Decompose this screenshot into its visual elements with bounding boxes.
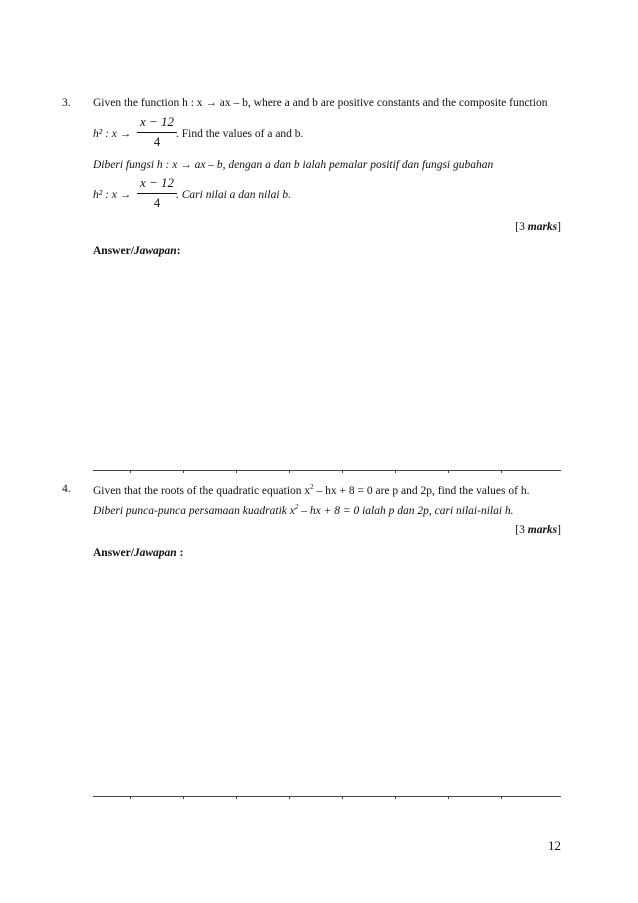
q3-number: 3.: [62, 97, 71, 109]
q4-number: 4.: [62, 483, 71, 495]
q3-marks-close: ]: [557, 221, 561, 233]
q4-answer-divider: [93, 796, 561, 797]
q3-malay-composite-prefix: h² : x →: [93, 189, 132, 201]
q3-fraction-denominator: 4: [153, 134, 161, 149]
q3-malay-fraction-denominator: 4: [153, 195, 161, 210]
page-number: 12: [548, 838, 561, 853]
q3-malay-fraction-numerator: x − 12: [139, 175, 175, 190]
q3-fraction: [137, 114, 177, 150]
q3-marks-word: marks: [527, 221, 558, 233]
q3-composite-prefix: h² : x →: [93, 128, 132, 140]
q3-marks-open: [3: [515, 221, 528, 233]
q4-marks-close: ]: [557, 524, 561, 536]
q4-marks-open: [3: [515, 524, 528, 536]
q3-malay-composite-suffix: . Cari nilai a dan nilai b.: [176, 189, 292, 201]
q3-fraction-numerator: x − 12: [139, 114, 175, 129]
q4-marks-word: marks: [527, 524, 558, 536]
q3-answer-divider: [93, 470, 561, 471]
q3-fraction-bar: [137, 132, 177, 133]
q3-answer-label: Answer/Jawapan:: [93, 245, 181, 257]
q4-malay-statement: Diberi punca-punca persamaan kuadratik $x^2$ – hx + 8 = 0 ialah p dan 2p, cari nilai-nilai h.: [93, 503, 514, 517]
q3-marks: [515, 221, 561, 233]
q4-marks: [515, 524, 561, 536]
q4-answer-label: Answer/Jawapan :: [93, 547, 184, 559]
q3-malay-line1: Diberi fungsi h : x → ax – b, dengan a dan b ialah pemalar positif dan fungsi gubahan: [93, 159, 494, 171]
q3-malay-fraction-bar: [137, 193, 177, 194]
q4-statement: Given that the roots of the quadratic equation $x^2$ – hx + 8 = 0 are p and 2p, find the values of h.: [93, 483, 530, 497]
q3-statement-line1: Given the function h : x → ax – b, where a and b are positive constants and the composite function: [93, 97, 548, 109]
q3-malay-fraction: [137, 175, 177, 211]
q3-composite-suffix: . Find the values of a and b.: [176, 128, 304, 140]
